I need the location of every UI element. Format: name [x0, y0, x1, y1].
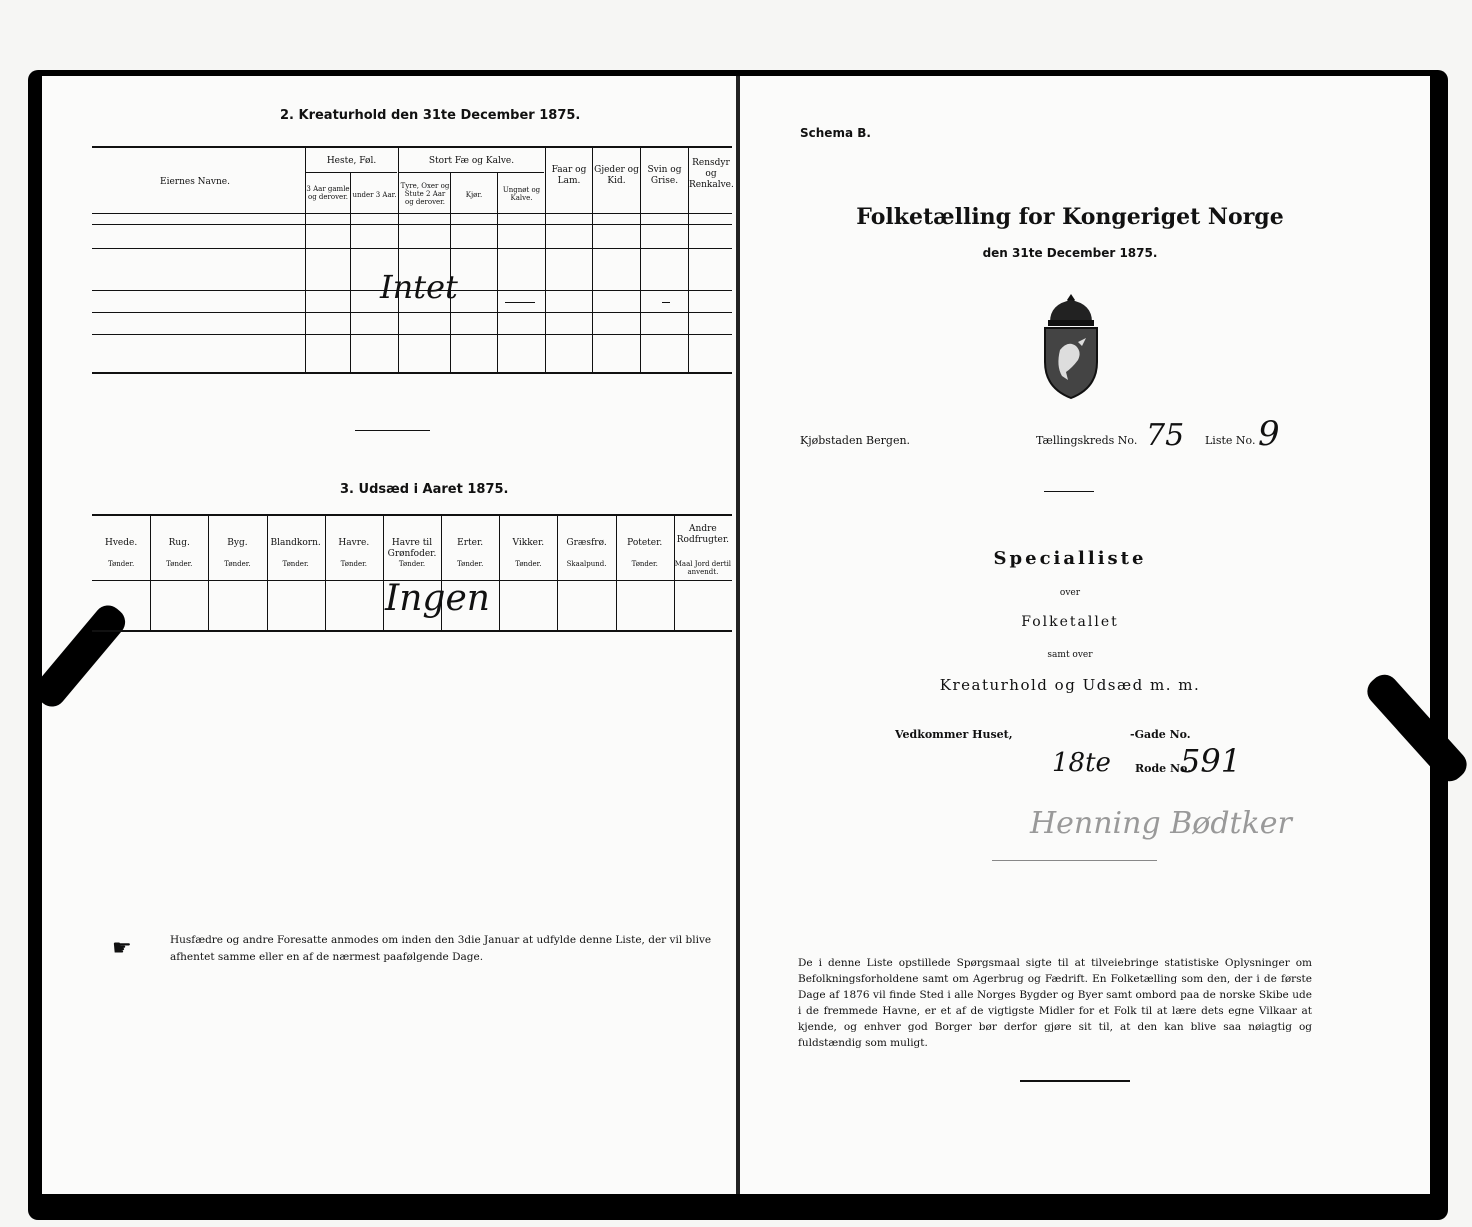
col-heste-a: 3 Aar gamle og derover. — [306, 185, 350, 201]
section3-col-unit: Tønder. — [515, 560, 542, 568]
section3-col-unit: Tønder. — [340, 560, 367, 568]
over-text: over — [1059, 588, 1081, 598]
col-stort-b: Kjør. — [465, 191, 483, 199]
section3-col-unit: Tønder. — [457, 560, 484, 568]
city-label: Kjøbstaden Bergen. — [800, 434, 911, 447]
census-date: den 31te December 1875. — [982, 246, 1158, 260]
section3-col-unit: Maal Jord dertil anvendt. — [674, 560, 732, 576]
section3-col-unit: Tønder. — [282, 560, 309, 568]
book-spine — [736, 76, 740, 1194]
vedkommer-label: Vedkommer Huset, — [895, 728, 1013, 741]
section3-title: 3. Udsæd i Aaret 1875. — [340, 482, 509, 497]
section3-col-name: Havre til Grønfoder. — [387, 538, 437, 559]
col-gjeder: Gjeder og Kid. — [594, 165, 639, 186]
section3-col-unit: Tønder. — [166, 560, 193, 568]
table3-top-rule — [92, 514, 732, 516]
section3-col-name: Rug. — [168, 538, 190, 548]
samt-over-text: samt over — [1047, 650, 1093, 660]
section-divider — [355, 430, 430, 431]
section3-col-name: Andre Rodfrugter. — [676, 524, 730, 545]
section3-col-name: Hvede. — [104, 538, 138, 548]
col-stort: Stort Fæ og Kalve. — [428, 156, 515, 166]
rode-label: Rode No. — [1135, 762, 1192, 775]
main-heading: Folketælling for Kongeriget Norge — [856, 204, 1284, 230]
col-owner: Eiernes Navne. — [160, 177, 230, 187]
table2-bottom-rule — [92, 372, 732, 374]
col-stort-a: Tyre, Oxer og Stute 2 Aar og derover. — [400, 182, 450, 206]
section3-col-unit: Tønder. — [224, 560, 251, 568]
folketallet-text: Folketallet — [1021, 614, 1119, 630]
col-rensdyr: Rensdyr og Renkalve. — [689, 158, 734, 190]
section3-col-name: Havre. — [338, 538, 370, 548]
col-svin: Svin og Grise. — [647, 165, 682, 186]
owner-signature: Henning Bødtker — [1030, 806, 1292, 841]
gade-label: -Gade No. — [1130, 728, 1191, 741]
coat-of-arms-icon — [1040, 292, 1102, 400]
section3-col-name: Byg. — [227, 538, 248, 548]
notice-line-2: afhentet samme eller en af de nærmest paafølgende Dage. — [170, 951, 484, 963]
end-rule — [1020, 1080, 1130, 1082]
section3-entry: Ingen — [385, 578, 490, 619]
section3-col-name: Poteter. — [627, 538, 663, 548]
rode-value: 591 — [1180, 742, 1242, 780]
notice-line-1: Husfædre og andre Foresatte anmodes om inden den 3die Januar at udfylde denne Liste, der vil blive — [170, 934, 712, 946]
kreds-label: Tællingskreds No. — [1036, 434, 1138, 447]
explanatory-paragraph: De i denne Liste opstillede Spørgsmaal sigte til at tilveiebringe statistiske Oplysninger om Befolkningsforholdene samt om Agerbrug og Fædrift. En Folketælling som den, der i de første Dage af 1876 vil finde Sted i alle Norges Bygder og Byer samt ombord paa de norske Skibe ude i de fremmede Havne, er et af de vigtigste Midler for et Folk til at lære dets egne Vilkaar at kjende, og enhver god Borger bør derfor gjøre sit til, at den kan blive saa nøiagtig og fuldstændig som muligt. — [798, 957, 1312, 1049]
left-page — [42, 76, 736, 1194]
table3-bottom-rule — [92, 630, 732, 632]
section3-col-name: Blandkorn. — [270, 538, 321, 548]
section2-title: 2. Kreaturhold den 31te December 1875. — [280, 108, 581, 123]
liste-label: Liste No. — [1205, 434, 1256, 447]
kreaturhold-text: Kreaturhold og Udsæd m. m. — [939, 676, 1201, 694]
table2-top-rule — [92, 146, 732, 148]
section3-col-unit: Skaalpund. — [566, 560, 607, 568]
section3-col-unit: Tønder. — [398, 560, 426, 568]
col-heste-b: under 3 Aar. — [352, 191, 397, 199]
section3-col-name: Erter. — [457, 538, 484, 548]
section3-col-name: Græsfrø. — [566, 538, 607, 548]
section3-col-unit: Tønder. — [631, 560, 658, 568]
kreds-value: 75 — [1146, 418, 1185, 453]
section3-col-unit: Tønder. — [107, 560, 135, 568]
col-faar: Faar og Lam. — [551, 165, 587, 186]
pointing-hand-icon: ☛ — [112, 936, 132, 961]
section3-col-name: Vikker. — [512, 538, 545, 548]
rode-prefix: 18te — [1052, 748, 1111, 778]
col-stort-c: Ungnøt og Kalve. — [502, 186, 541, 202]
schema-label: Schema B. — [800, 126, 871, 140]
section2-entry: Intet — [380, 268, 458, 306]
specialliste-heading: Specialliste — [993, 548, 1147, 569]
liste-value: 9 — [1258, 414, 1280, 454]
col-heste: Heste, Føl. — [326, 156, 377, 166]
